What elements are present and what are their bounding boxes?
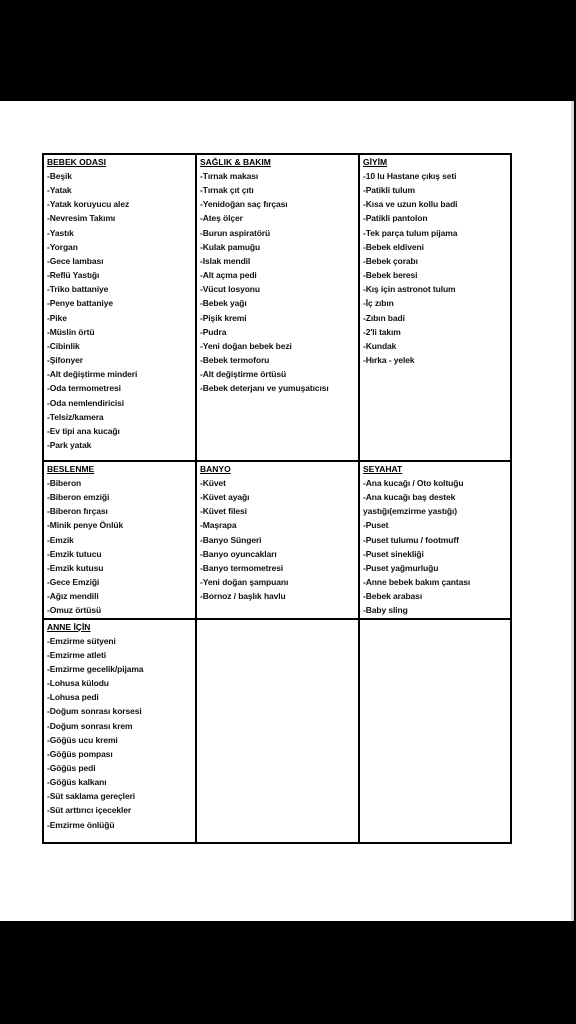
list-item: -Emzik kutusu <box>47 562 104 573</box>
section-title: BESLENME <box>47 464 95 474</box>
banyo-cell <box>196 461 359 619</box>
list-item: -Islak mendil <box>200 255 251 266</box>
list-item: -Kundak <box>363 340 397 351</box>
empty-cell <box>196 619 359 843</box>
list-item: -Oda termometresi <box>47 383 121 394</box>
list-item: -Emzik <box>47 534 74 545</box>
list-item: -Şifonyer <box>47 355 83 366</box>
saglik-bakim-cell <box>196 154 359 461</box>
list-item: -Emzirme sütyeni <box>47 635 116 646</box>
list-item: -Maşrapa <box>200 520 237 531</box>
list-item: -Süt saklama gereçleri <box>47 791 136 802</box>
list-item: -Omuz örtüsü <box>47 605 102 616</box>
list-item: -Ateş ölçer <box>200 213 243 224</box>
list-item: -Yatak koruyucu alez <box>47 199 130 210</box>
list-item: -Yorgan <box>47 241 78 252</box>
list-item: -Ana kucağı / Oto koltuğu <box>363 478 464 488</box>
seyahat-cell <box>359 461 511 619</box>
list-item: -Banyo oyuncakları <box>200 548 277 559</box>
page-edge <box>571 101 574 921</box>
list-item: -Bebek yağı <box>200 298 247 309</box>
list-item: -Müslin örtü <box>47 326 95 337</box>
list-item: -Hırka - yelek <box>363 355 415 366</box>
list-item: -Biberon <box>47 478 82 488</box>
list-item: -Süt arttırıcı içecekler <box>47 805 132 816</box>
section-title: SAĞLIK & BAKIM <box>200 157 271 167</box>
list-item: -Kulak pamuğu <box>200 241 261 252</box>
list-item: -Gece Emziği <box>47 577 100 588</box>
list-item: -Bebek arabası <box>363 591 423 602</box>
list-item: -Emzirme gecelik/pijama <box>47 663 144 674</box>
list-item: -Cibinlik <box>47 340 80 351</box>
list-item: -Bebek termoforu <box>200 355 270 366</box>
giyim-cell <box>359 154 511 461</box>
list-item: -Alt açma pedi <box>200 270 257 281</box>
list-item: -Puset tulumu / footmuff <box>363 534 459 545</box>
list-item: -Beşik <box>47 171 72 181</box>
beslenme-cell <box>43 461 196 619</box>
list-item: -2'li takım <box>363 326 401 337</box>
list-item: -Ev tipi ana kucağı <box>47 425 120 436</box>
list-item: -Kış için astronot tulum <box>363 284 456 295</box>
list-item: -Tırnak makası <box>200 171 259 181</box>
list-item: -Doğum sonrası korsesi <box>47 706 142 717</box>
list-item: -Küvet ayağı <box>200 492 250 503</box>
section-title: GİYİM <box>363 157 388 167</box>
list-item: -Yeni doğan bebek bezi <box>200 340 292 351</box>
list-item: -Patikli pantolon <box>363 213 428 224</box>
list-item: -Emzirme atleti <box>47 649 106 660</box>
list-item: -İç zıbın <box>363 298 394 309</box>
list-item: -Bornoz / başlık havlu <box>200 591 286 602</box>
list-item: -Burun aspiratörü <box>200 227 271 238</box>
list-item: -Yeni doğan şampuanı <box>200 577 289 588</box>
list-item: -Telsiz/kamera <box>47 411 104 422</box>
list-item: yastığı(emzirme yastığı) <box>363 506 457 517</box>
list-item: -Park yatak <box>47 439 92 450</box>
list-item: -Küvet filesi <box>200 506 247 517</box>
list-item: -Puset sinekliği <box>363 548 424 559</box>
list-item: -Bebek beresi <box>363 270 418 281</box>
list-item: -Biberon fırçası <box>47 506 108 517</box>
list-item: -Gece lambası <box>47 255 104 266</box>
section-title: BEBEK ODASI <box>47 157 107 167</box>
list-item: -Emzik tutucu <box>47 548 102 559</box>
list-item: -Pişik kremi <box>200 312 247 323</box>
list-item: -Oda nemlendiricisi <box>47 397 124 408</box>
list-item: -Vücut losyonu <box>200 284 260 295</box>
list-item: -Göğüs ucu kremi <box>47 734 118 745</box>
anne-icin-cell <box>43 619 196 843</box>
list-item: -Alt değiştirme minderi <box>47 369 138 380</box>
list-item: -Pudra <box>200 326 227 337</box>
list-item: -Yenidoğan saç fırçası <box>200 199 288 210</box>
list-item: -Anne bebek bakım çantası <box>363 577 471 588</box>
list-item: -Ağız mendili <box>47 591 99 602</box>
list-item: -Reflü Yastığı <box>47 270 100 281</box>
list-item: -Puset yağmurluğu <box>363 562 439 573</box>
list-item: -Emzirme önlüğü <box>47 819 115 830</box>
list-item: -Yatak <box>47 185 72 196</box>
list-item: -Tırnak çıt çıtı <box>200 185 254 196</box>
list-item: -Küvet <box>200 478 226 488</box>
list-item: -Kısa ve uzun kollu badi <box>363 199 458 210</box>
list-item: -Lohusa külodu <box>47 678 109 689</box>
list-item: -Bebek çorabı <box>363 255 418 266</box>
list-item: -Banyo termometresi <box>200 562 284 573</box>
list-item: -Banyo Süngeri <box>200 534 262 545</box>
list-item: -Puset <box>363 520 389 531</box>
list-item: -10 lu Hastane çıkış seti <box>363 171 457 181</box>
list-item: -Ana kucağı baş destek <box>363 492 456 503</box>
list-item: -Doğum sonrası krem <box>47 720 133 731</box>
list-item: -Triko battaniye <box>47 284 109 295</box>
list-item: -Bebek deterjanı ve yumuşatıcısı <box>200 383 329 394</box>
list-item: -Yastık <box>47 227 74 238</box>
bebek-odasi-cell <box>43 154 196 461</box>
list-item: -Göğüs pedi <box>47 762 96 773</box>
list-item: -Göğüs kalkanı <box>47 777 107 788</box>
list-item: -Nevresim Takımı <box>47 213 116 224</box>
section-title: SEYAHAT <box>363 464 403 474</box>
list-item: -Minik penye Önlük <box>47 520 124 531</box>
section-title: ANNE İÇİN <box>47 621 91 632</box>
document-page <box>0 101 571 921</box>
checklist-table <box>42 153 512 844</box>
list-item: -Alt değiştirme örtüsü <box>200 369 287 380</box>
list-item: -Pike <box>47 312 67 323</box>
list-item: -Patikli tulum <box>363 185 415 196</box>
list-item: -Bebek eldiveni <box>363 241 424 252</box>
list-item: -Zıbın badi <box>363 312 405 323</box>
list-item: -Lohusa pedi <box>47 692 99 703</box>
list-item: -Tek parça tulum pijama <box>363 227 458 238</box>
empty-cell <box>359 619 511 843</box>
list-item: -Penye battaniye <box>47 298 113 309</box>
list-item: -Göğüs pompası <box>47 748 113 759</box>
list-item: -Biberon emziği <box>47 492 110 503</box>
list-item: -Baby sling <box>363 605 408 616</box>
section-title: BANYO <box>200 464 231 474</box>
